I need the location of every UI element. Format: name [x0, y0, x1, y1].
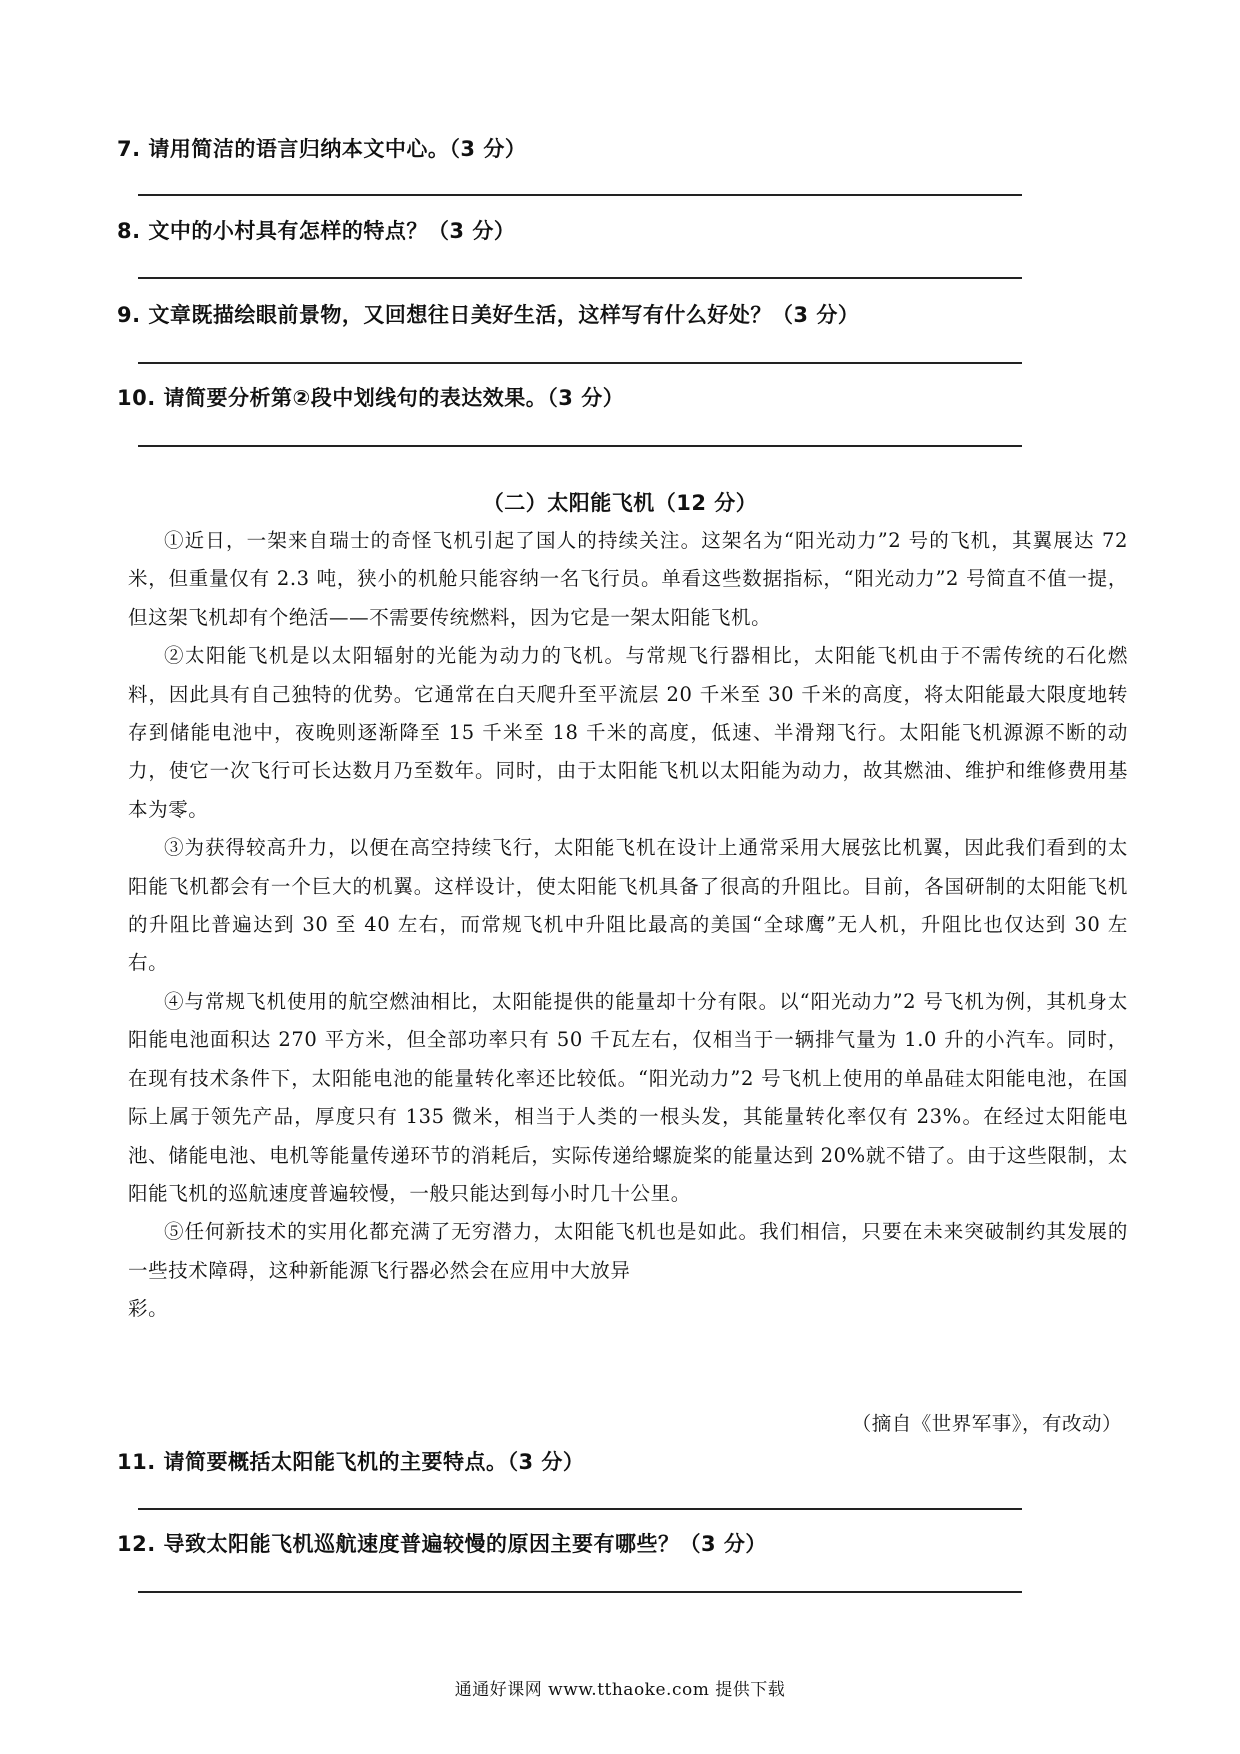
paragraph-5: ⑤任何新技术的实用化都充满了无穷潜力，太阳能飞机也是如此。我们相信，只要在未来突破制约其发展的一些技术障碍，这种新能源飞行器必然会在应用中大放异 [128, 1220, 1128, 1282]
answer-line-8 [138, 277, 1022, 279]
question-9: 9. 文章既描绘眼前景物，又回想往日美好生活，这样写有什么好处？（3 分） [117, 303, 860, 327]
paragraph-4: ④与常规飞机使用的航空燃油相比，太阳能提供的能量却十分有限。以“阳光动力”2 号飞机为例，其机身太阳能电池面积达 270 平方米，但全部功率只有 50 千瓦左右，仅相当于一辆排气量为 1.0 升的小汽车。同时，在现有技术条件下，太阳能电池的能量转化率还比较低。“阳光动力”2 号飞机上使用的单晶硅太阳能电池，在国际上属于领先产品，厚度只有 135 微米，相当于人类的一根头发，其能量转化率仅有 23%。在经过太阳能电池、储能电池、电机等能量传递环节的消耗后，实际传递给螺旋桨的能量达到 20%就不错了。由于这些限制，太阳能飞机的巡航速度普遍较慢，一般只能达到每小时几十公里。 [128, 989, 1128, 1205]
question-11: 11. 请简要概括太阳能飞机的主要特点。（3 分） [117, 1450, 585, 1474]
answer-line-9 [138, 362, 1022, 364]
answer-line-10 [138, 445, 1022, 447]
article-body [128, 522, 1128, 1329]
answer-line-11 [138, 1508, 1022, 1510]
section-title: （二）太阳能飞机（12 分） [482, 491, 758, 515]
question-7: 7. 请用简洁的语言归纳本文中心。（3 分） [117, 137, 527, 161]
page-footer: 通通好课网 www.tthaoke.com 提供下载 [454, 1680, 786, 1700]
paragraph-3: ③为获得较高升力，以便在高空持续飞行，太阳能飞机在设计上通常采用大展弦比机翼，因此我们看到的太阳能飞机都会有一个巨大的机翼。这样设计，使太阳能飞机具备了很高的升阻比。目前，各国研制的太阳能飞机的升阻比普遍达到 30 至 40 左右，而常规飞机中升阻比最高的美国“全球鹰”无人机，升阻比也仅达到 30 左右。 [128, 836, 1128, 975]
question-12: 12. 导致太阳能飞机巡航速度普遍较慢的原因主要有哪些？（3 分） [117, 1532, 767, 1556]
question-10: 10. 请简要分析第②段中划线句的表达效果。（3 分） [117, 386, 625, 410]
answer-line-7 [138, 194, 1022, 196]
paragraph-2: ②太阳能飞机是以太阳辐射的光能为动力的飞机。与常规飞行器相比，太阳能飞机由于不需传统的石化燃料，因此具有自己独特的优势。它通常在白天爬升至平流层 20 千米至 30 千米的高度，将太阳能最大限度地转存到储能电池中，夜晚则逐渐降至 15 千米至 18 千米的高度，低速、半滑翔飞行。太阳能飞机源源不断的动力，使它一次飞行可长达数月乃至数年。同时，由于太阳能飞机以太阳能为动力，故其燃油、维护和维修费用基本为零。 [128, 644, 1128, 821]
paragraph-1: ①近日，一架来自瑞士的奇怪飞机引起了国人的持续关注。这架名为“阳光动力”2 号的飞机，其翼展达 72 米，但重量仅有 2.3 吨，狭小的机舱只能容纳一名飞行员。单看这些数据指标，“阳光动力”2 号简直不值一提，但这架飞机却有个绝活——不需要传统燃料，因为它是一架太阳能飞机。 [128, 529, 1128, 629]
answer-line-12 [138, 1591, 1022, 1593]
article-source: （摘自《世界军事》，有改动） [851, 1412, 1122, 1435]
question-8: 8. 文中的小村具有怎样的特点？（3 分） [117, 219, 516, 243]
paragraph-5-tail: 彩。 [128, 1297, 169, 1321]
